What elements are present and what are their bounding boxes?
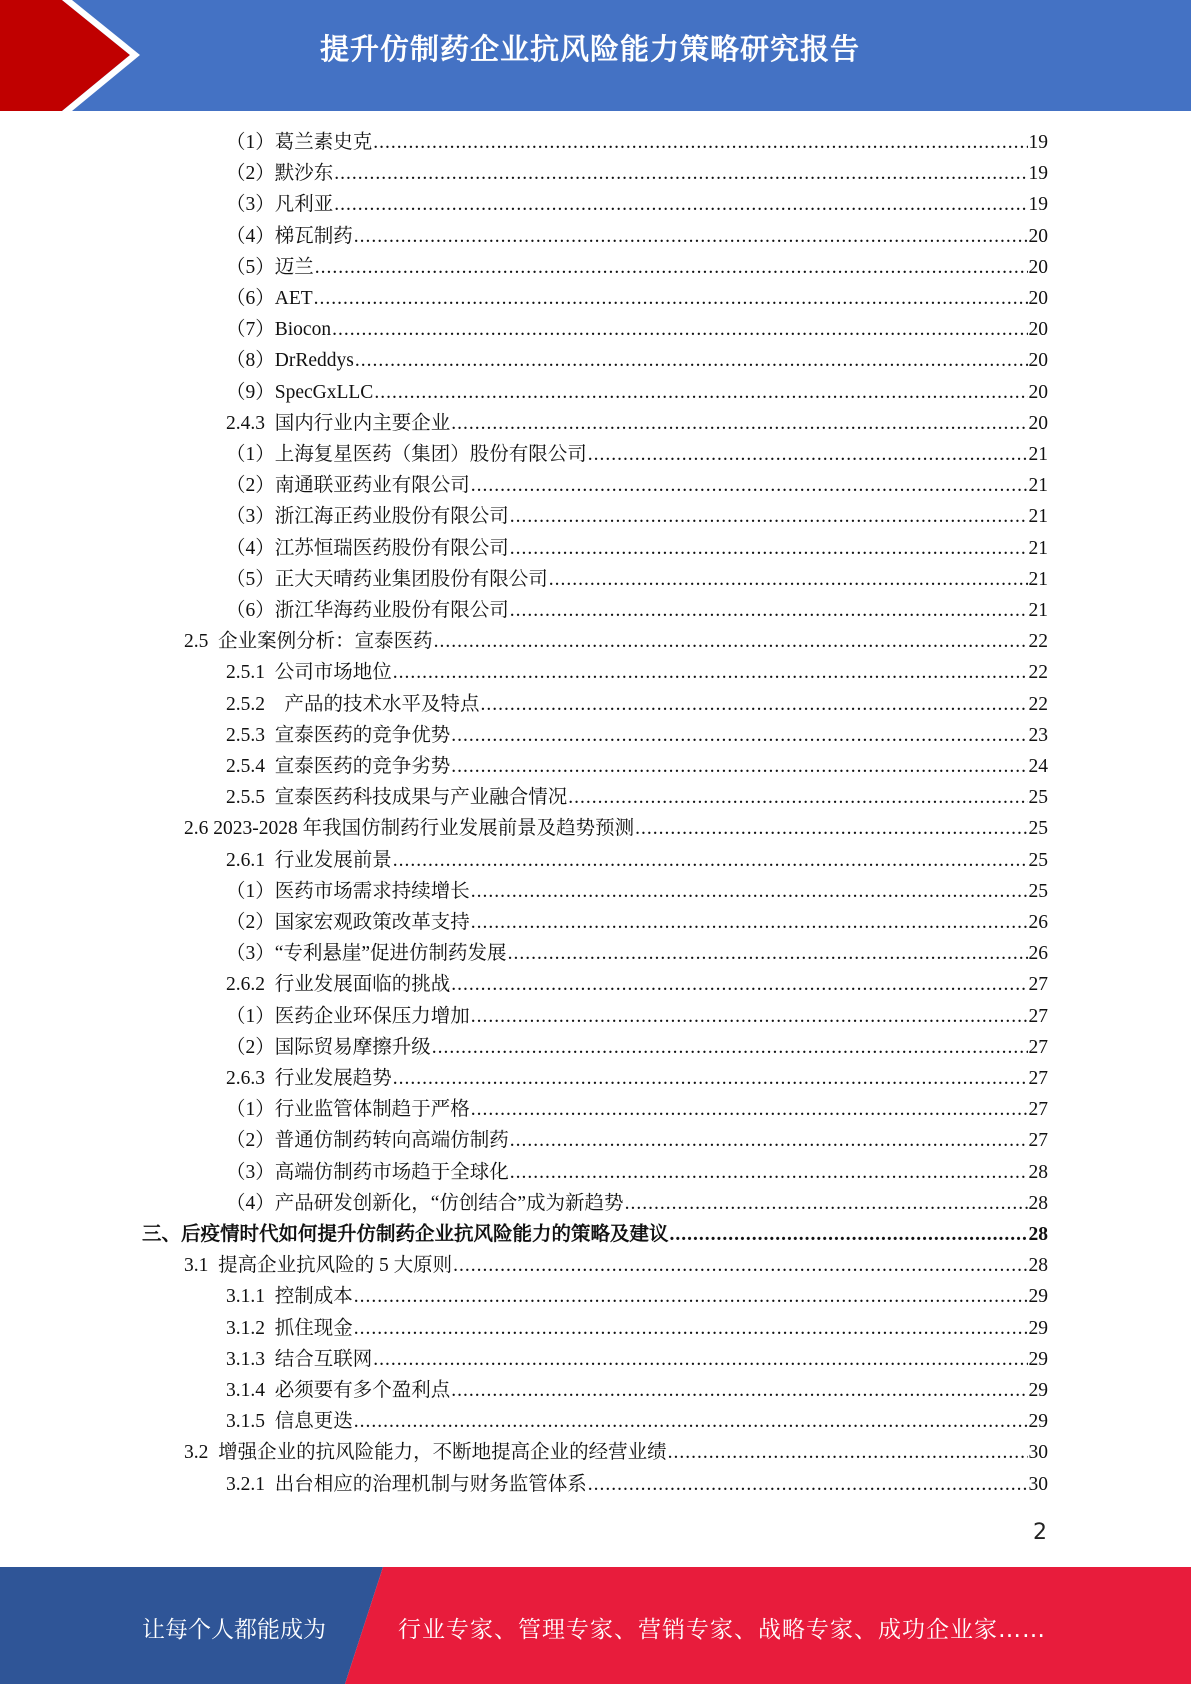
toc-entry[interactable]: [184, 626, 1048, 657]
toc-leader-dots: [668, 1437, 1028, 1468]
toc-leader-dots: [354, 1281, 1028, 1312]
toc-entry[interactable]: [226, 595, 1048, 626]
toc-leader-dots: [451, 720, 1027, 751]
toc-entry-label: （5）迈兰: [226, 256, 314, 278]
toc-entry[interactable]: [226, 1375, 1048, 1406]
toc-leader-dots: [670, 1219, 1028, 1250]
toc-entry-label: （4）梯瓦制药: [226, 225, 353, 247]
toc-entry[interactable]: [226, 1157, 1048, 1188]
toc-entry-page: 20: [1028, 288, 1048, 309]
toc-entry-label: 2.5 企业案例分析：宣泰医药: [184, 631, 433, 653]
toc-entry-page: 28: [1028, 1224, 1048, 1245]
toc-entry-page: 21: [1028, 444, 1048, 465]
toc-leader-dots: [510, 501, 1028, 532]
toc-entry-page: 22: [1028, 693, 1048, 715]
toc-entry[interactable]: [226, 1188, 1048, 1219]
toc-leader-dots: [510, 1157, 1028, 1188]
toc-entry-label: 3.1.5 信息更迭: [226, 1411, 353, 1433]
toc-entry[interactable]: [226, 751, 1048, 782]
toc-leader-dots: [315, 252, 1028, 283]
toc-entry[interactable]: [142, 1219, 1048, 1250]
toc-entry-label: 2.4.3 国内行业内主要企业: [226, 412, 451, 434]
toc-entry-page: 19: [1028, 163, 1048, 185]
toc-entry-page: 21: [1028, 475, 1048, 497]
toc-entry-label: 3.1.4 必须要有多个盈利点: [226, 1380, 451, 1401]
toc-entry-page: 20: [1028, 381, 1048, 403]
toc-leader-dots: [332, 314, 1027, 345]
toc-entry-label: （1）葛兰素史克: [226, 132, 373, 153]
toc-entry[interactable]: [226, 533, 1048, 564]
toc-entry-label: 2.5.5 宣泰医药科技成果与产业融合情况: [226, 787, 568, 809]
toc-entry-label: （7）Biocon: [226, 319, 332, 341]
toc-leader-dots: [432, 1032, 1028, 1063]
toc-entry[interactable]: [226, 377, 1048, 408]
toc-entry-page: 22: [1028, 631, 1048, 653]
toc-entry-page: 28: [1028, 1255, 1048, 1277]
toc-entry[interactable]: [226, 876, 1048, 907]
toc-leader-dots: [451, 969, 1027, 1000]
toc-leader-dots: [334, 158, 1027, 189]
toc-entry-page: 20: [1028, 350, 1048, 372]
toc-entry-label: （4）产品研发创新化，“仿创结合”成为新趋势: [226, 1192, 624, 1214]
toc-entry[interactable]: [226, 782, 1048, 813]
toc-leader-dots: [510, 533, 1028, 564]
toc-entry-label: （3）浙江海正药业股份有限公司: [226, 506, 509, 528]
toc-entry-label: （2）普通仿制药转向高端仿制药: [226, 1130, 509, 1152]
toc-entry-page: 28: [1028, 1192, 1048, 1214]
toc-entry-label: （2）默沙东: [226, 163, 334, 185]
toc-entry-label: 2.5.4 宣泰医药的竞争劣势: [226, 756, 451, 777]
page-header: [0, 0, 1191, 111]
toc-entry-label: （3）凡利亚: [226, 194, 334, 216]
toc-entry-page: 21: [1028, 506, 1048, 528]
toc-leader-dots: [508, 938, 1028, 969]
toc-entry[interactable]: [226, 283, 1048, 314]
toc-leader-dots: [451, 751, 1027, 782]
toc-entry-label: （9）SpecGxLLC: [226, 381, 374, 403]
toc-entry-label: （3）高端仿制药市场趋于全球化: [226, 1161, 509, 1183]
toc-leader-dots: [510, 595, 1028, 626]
toc-entry-label: 2.6 2023-2028 年我国仿制药行业发展前景及趋势预测: [184, 818, 635, 840]
toc-entry-page: 27: [1028, 1099, 1048, 1121]
toc-leader-dots: [374, 377, 1027, 408]
toc-entry[interactable]: [226, 689, 1048, 720]
toc-leader-dots: [355, 345, 1028, 376]
toc-entry[interactable]: [226, 564, 1048, 595]
toc-entry-page: 21: [1028, 537, 1048, 559]
toc-entry-label: （1）医药市场需求持续增长: [226, 880, 470, 902]
header-title: 提升仿制药企业抗风险能力策略研究报告: [320, 32, 861, 66]
toc-leader-dots: [393, 845, 1028, 876]
toc-leader-dots: [510, 1125, 1028, 1156]
toc-entry[interactable]: [226, 657, 1048, 688]
toc-entry[interactable]: [226, 221, 1048, 252]
toc-entry[interactable]: [184, 1250, 1048, 1281]
toc-entry[interactable]: [226, 1094, 1048, 1125]
toc-leader-dots: [471, 1094, 1028, 1125]
toc-entry-label: （5）正大天晴药业集团股份有限公司: [226, 568, 548, 590]
toc-entry[interactable]: [226, 1001, 1048, 1032]
toc-leader-dots: [471, 907, 1028, 938]
toc-entry-page: 29: [1028, 1317, 1048, 1339]
toc-leader-dots: [354, 1406, 1028, 1437]
toc-entry-label: 2.5.2 产品的技术水平及特点: [226, 693, 480, 715]
toc-entry-label: 2.5.1 公司市场地位: [226, 662, 392, 684]
toc-entry-label: 2.6.3 行业发展趋势: [226, 1068, 392, 1089]
toc-entry-page: 25: [1028, 849, 1048, 871]
toc-entry-page: 20: [1028, 412, 1048, 434]
page-number: 2: [1033, 1520, 1047, 1545]
toc-entry[interactable]: [226, 1313, 1048, 1344]
toc-entry[interactable]: [226, 938, 1048, 969]
toc-leader-dots: [481, 689, 1028, 720]
toc-leader-dots: [393, 1063, 1028, 1094]
toc-entry[interactable]: [226, 1469, 1048, 1500]
toc-entry-label: （2）国家宏观政策改革支持: [226, 912, 470, 933]
toc-entry-label: 2.5.3 宣泰医药的竞争优势: [226, 724, 451, 746]
toc-entry-label: （2）国际贸易摩擦升级: [226, 1036, 431, 1058]
toc-entry-page: 21: [1028, 568, 1048, 590]
toc-entry-label: 2.6.1 行业发展前景: [226, 849, 392, 871]
toc-entry-label: 三、后疫情时代如何提升仿制药企业抗风险能力的策略及建议: [142, 1224, 669, 1245]
toc-entry-page: 28: [1028, 1161, 1048, 1183]
toc-entry-label: （1）医药企业环保压力增加: [226, 1005, 470, 1027]
toc-entry[interactable]: [226, 1344, 1048, 1375]
toc-entry-label: 3.1.2 抓住现金: [226, 1317, 353, 1339]
toc-entry-page: 27: [1028, 1068, 1048, 1089]
toc-entry[interactable]: [226, 907, 1048, 938]
toc-entry[interactable]: [226, 1063, 1048, 1094]
toc-entry-page: 27: [1028, 1036, 1048, 1058]
toc-leader-dots: [354, 1313, 1028, 1344]
toc-leader-dots: [568, 782, 1027, 813]
toc-leader-dots: [451, 1375, 1027, 1406]
toc-leader-dots: [451, 408, 1027, 439]
toc-entry-label: （8）DrReddys: [226, 350, 354, 372]
toc-leader-dots: [373, 127, 1027, 158]
toc-leader-dots: [314, 283, 1028, 314]
toc-entry-page: 26: [1028, 943, 1048, 965]
toc-entry-label: （3）“专利悬崖”促进仿制药发展: [226, 943, 507, 965]
toc-entry-page: 19: [1028, 132, 1048, 153]
toc-leader-dots: [549, 564, 1028, 595]
toc-leader-dots: [373, 1344, 1027, 1375]
toc-entry[interactable]: [226, 439, 1048, 470]
toc-leader-dots: [354, 221, 1028, 252]
page-footer: [0, 1567, 1191, 1684]
toc-leader-dots: [471, 1001, 1028, 1032]
footer-slogan-left: 让每个人都能成为: [142, 1617, 326, 1643]
toc-leader-dots: [471, 470, 1028, 501]
toc-leader-dots: [334, 189, 1027, 220]
toc-entry-page: 27: [1028, 1005, 1048, 1027]
toc-entry-page: 29: [1028, 1286, 1048, 1308]
toc-entry[interactable]: [226, 1032, 1048, 1063]
toc-leader-dots: [434, 626, 1028, 657]
toc-entry-page: 24: [1028, 756, 1048, 777]
toc-entry[interactable]: [226, 189, 1048, 220]
toc-entry-page: 26: [1028, 912, 1048, 933]
toc-entry-page: 20: [1028, 256, 1048, 278]
toc-entry[interactable]: [184, 813, 1048, 844]
toc-entry-page: 25: [1028, 787, 1048, 809]
toc-entry-page: 29: [1028, 1411, 1048, 1433]
toc-entry[interactable]: [226, 969, 1048, 1000]
toc-entry-label: 3.1 提高企业抗风险的 5 大原则: [184, 1255, 453, 1277]
toc-entry[interactable]: [226, 252, 1048, 283]
toc-entry-page: 23: [1028, 724, 1048, 746]
toc-entry-page: 29: [1028, 1348, 1048, 1370]
toc-entry[interactable]: [226, 314, 1048, 345]
toc-leader-dots: [635, 813, 1027, 844]
toc-entry-page: 30: [1028, 1442, 1048, 1464]
toc-entry[interactable]: [226, 720, 1048, 751]
toc-entry[interactable]: [226, 127, 1048, 158]
toc-leader-dots: [471, 876, 1028, 907]
toc-entry-label: （1）行业监管体制趋于严格: [226, 1099, 470, 1121]
toc-entry-page: 21: [1028, 600, 1048, 621]
footer-slogan-right: 行业专家、管理专家、营销专家、战略专家、成功企业家……: [398, 1617, 1046, 1643]
toc-leader-dots: [453, 1250, 1027, 1281]
toc-entry[interactable]: [226, 158, 1048, 189]
toc-entry[interactable]: [226, 1281, 1048, 1312]
toc-entry-page: 25: [1028, 818, 1048, 840]
toc-entry[interactable]: [226, 501, 1048, 532]
toc-entry-label: 3.2.1 出台相应的治理机制与财务监管体系: [226, 1473, 587, 1495]
toc-entry[interactable]: [226, 1406, 1048, 1437]
toc-entry-page: 27: [1028, 974, 1048, 996]
toc-leader-dots: [588, 439, 1028, 470]
toc-entry[interactable]: [226, 408, 1048, 439]
toc-entry[interactable]: [226, 345, 1048, 376]
toc-entry-label: （2）南通联亚药业有限公司: [226, 475, 470, 497]
toc-entry-page: 25: [1028, 880, 1048, 902]
toc-leader-dots: [588, 1469, 1028, 1500]
toc-entry[interactable]: [226, 845, 1048, 876]
toc-entry[interactable]: [226, 1125, 1048, 1156]
toc-entry-label: 3.1.3 结合互联网: [226, 1348, 373, 1370]
toc-entry-page: 19: [1028, 194, 1048, 216]
toc-entry-label: 3.2 增强企业的抗风险能力，不断地提高企业的经营业绩: [184, 1442, 667, 1464]
toc-entry-label: （1）上海复星医药（集团）股份有限公司: [226, 444, 587, 465]
toc-leader-dots: [625, 1188, 1028, 1219]
toc-entry-page: 30: [1028, 1473, 1048, 1495]
toc-entry-label: （6）浙江华海药业股份有限公司: [226, 600, 509, 621]
toc-entry-label: （4）江苏恒瑞医药股份有限公司: [226, 537, 509, 559]
toc-entry-page: 27: [1028, 1130, 1048, 1152]
toc-entry[interactable]: [226, 470, 1048, 501]
toc-entry-label: 2.6.2 行业发展面临的挑战: [226, 974, 451, 996]
toc-entry[interactable]: [184, 1437, 1048, 1468]
toc-entry-page: 29: [1028, 1380, 1048, 1401]
toc-entry-label: 3.1.1 控制成本: [226, 1286, 353, 1308]
toc-entry-page: 22: [1028, 662, 1048, 684]
toc-entry-label: （6）AET: [226, 288, 313, 309]
toc-entry-page: 20: [1028, 225, 1048, 247]
toc-leader-dots: [393, 657, 1028, 688]
toc-entry-page: 20: [1028, 319, 1048, 341]
